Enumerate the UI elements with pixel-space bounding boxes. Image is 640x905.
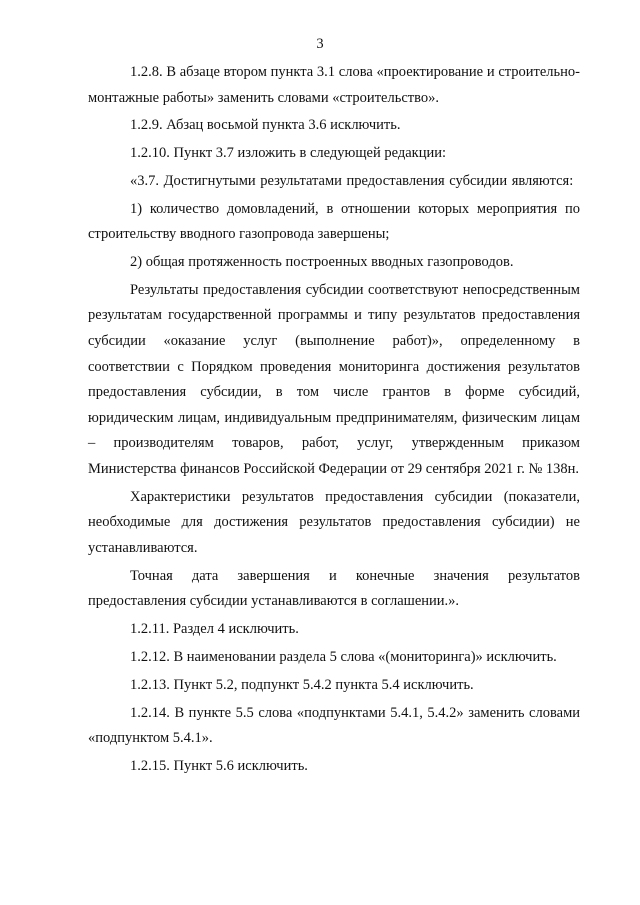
- page-number: 3: [316, 36, 324, 52]
- paragraph-1-2-10: 1.2.10. Пункт 3.7 изложить в следующей редакции:: [130, 145, 447, 162]
- paragraph-1-2-8: 1.2.8. В абзаце втором пункта 3.1 слова «проектирование и строительно-монтажные работы» заменить словами «строительство».: [88, 64, 580, 106]
- paragraph-result-2: 2) общая протяженность построенных вводных газопроводов.: [130, 254, 514, 271]
- paragraph-1-2-12: 1.2.12. В наименовании раздела 5 слова «(мониторинга)» исключить.: [130, 648, 557, 665]
- document-body: [88, 60, 580, 782]
- paragraph-1-2-14: 1.2.14. В пункте 5.5 слова «подпунктами 5.4.1, 5.4.2» заменить словами «подпунктом 5.4.1».: [88, 704, 580, 747]
- paragraph-characteristics: Характеристики результатов предоставления субсидии (показатели, необходимые для достижения результатов предоставления субсидии) не устанавливаются.: [88, 488, 580, 556]
- paragraph-exact-date: Точная дата завершения и конечные значения результатов предоставления субсидии устанавливаются в соглашении.».: [88, 567, 580, 610]
- paragraph-result-1: 1) количество домовладений, в отношении которых мероприятия по строительству вводного газопровода завершены;: [88, 200, 580, 243]
- paragraph-1-2-13: 1.2.13. Пункт 5.2, подпункт 5.4.2 пункта 5.4 исключить.: [130, 676, 474, 693]
- paragraph-1-2-15: 1.2.15. Пункт 5.6 исключить.: [130, 757, 308, 774]
- paragraph-1-2-11: 1.2.11. Раздел 4 исключить.: [130, 621, 299, 638]
- paragraph-results-correspond: Результаты предоставления субсидии соответствуют непосредственным результатам государственной программы и типу результатов предоставления субсидии «оказание услуг (выполнение работ)», определенному в соответствии с Порядком проведения мониторинга достижения результатов предоставления субсидии, в том числе грантов в форме субсидий, юридическим лицам, индивидуальным предпринимателям, физическим лицам – производителям товаров, работ, услуг, утвержденным приказом Министерства финансов Российской Федерации от 29 сентября 2021 г. № 138н.: [88, 281, 580, 478]
- paragraph-1-2-9: 1.2.9. Абзац восьмой пункта 3.6 исключить.: [130, 117, 401, 134]
- paragraph-3-7: «3.7. Достигнутыми результатами предоставления субсидии являются:: [130, 172, 574, 189]
